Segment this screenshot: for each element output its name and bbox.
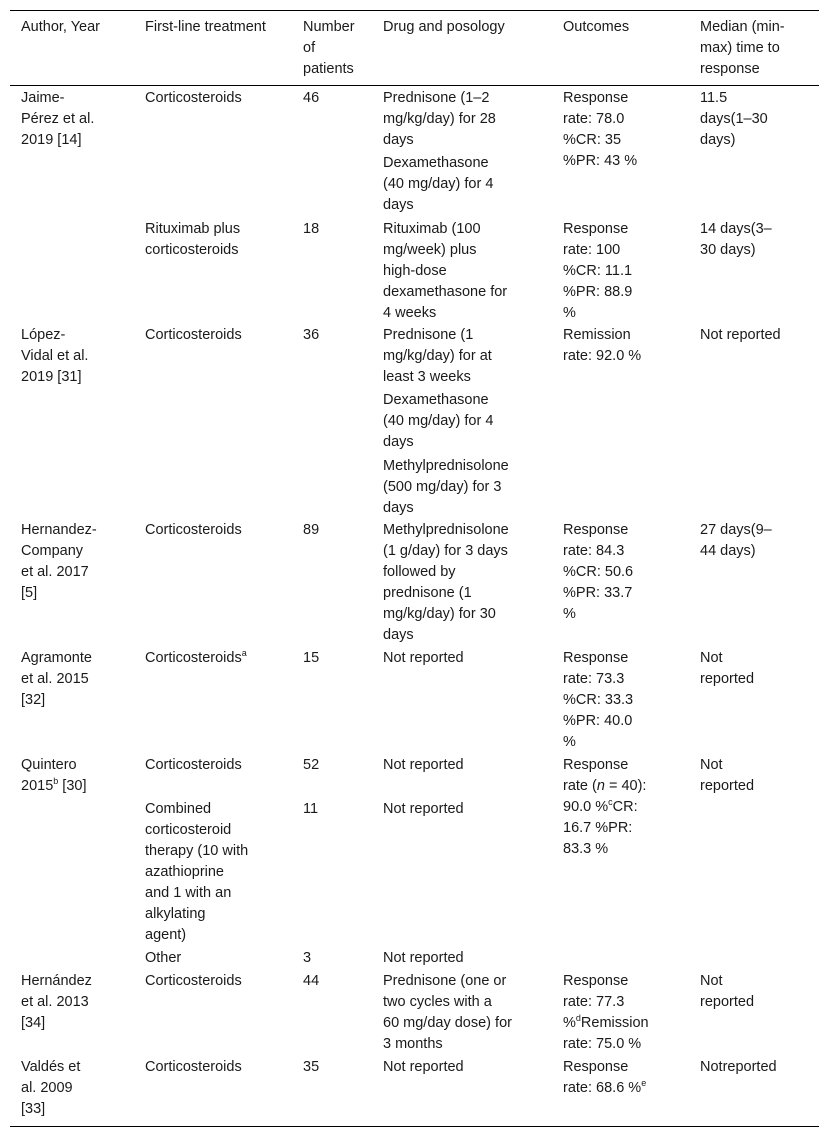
row-drug: Methylprednisolone (1 g/day) for 3 days followed by prednisone (1 mg/kg/day) for 30 days: [383, 522, 509, 643]
table-top-rule: [10, 10, 819, 11]
outcome-n: n: [596, 778, 605, 794]
footnote-marker: b: [53, 776, 59, 787]
row-treatment: Combined corticosteroid therapy (10 with azathioprine and 1 with an alkylating agent): [145, 801, 249, 943]
row-treatment: Rituximab plus corticosteroids: [145, 221, 241, 258]
treatment-text: Corticosteroids: [145, 650, 242, 666]
row-patients: 3: [303, 950, 312, 966]
table-bottom-rule: [10, 1126, 819, 1127]
row-median: 11.5 days(1–30 days): [700, 90, 768, 148]
row-author: Hernández et al. 2013 [34]: [21, 973, 92, 1031]
row-outcome: Response rate: 84.3 %CR: 50.6 %PR: 33.7 %: [563, 522, 634, 622]
row-patients: 89: [303, 522, 320, 538]
row-patients: 18: [303, 221, 320, 237]
row-outcome: Response rate: 73.3 %CR: 33.3 %PR: 40.0 %: [563, 650, 634, 750]
row-outcome: Response rate: 100 %CR: 11.1 %PR: 88.9 %: [563, 221, 633, 321]
footnote-marker: d: [575, 1013, 581, 1024]
row-drug: Dexamethasone (40 mg/day) for 4 days: [383, 392, 494, 450]
row-median: Notreported: [700, 1059, 777, 1075]
row-median: Not reported: [700, 973, 755, 1010]
outcome-text: Remission rate: 75.0 %: [563, 1015, 649, 1052]
row-patients: 15: [303, 650, 320, 666]
row-drug: Not reported: [383, 801, 464, 817]
row-author: Valdés et al. 2009 [33]: [21, 1059, 81, 1117]
row-outcome: Remission rate: 92.0 %: [563, 327, 642, 364]
row-median: Not reported: [700, 757, 755, 794]
row-patients: 46: [303, 90, 320, 106]
row-median: Not reported: [700, 650, 755, 687]
header-median: Median (min- max) time to response: [700, 19, 785, 77]
row-outcome: Response rate: 78.0 %CR: 35 %PR: 43 %: [563, 90, 638, 169]
row-treatment: Corticosteroids: [145, 1059, 242, 1075]
outcome-text: CR: 16.7 %PR: 83.3 %: [563, 799, 638, 857]
author-text: Quintero 2015: [21, 757, 77, 794]
row-drug: Prednisone (1 mg/kg/day) for at least 3 weeks: [383, 327, 492, 385]
row-treatment: Corticosteroids: [145, 522, 242, 538]
row-patients: 35: [303, 1059, 320, 1075]
footnote-marker: a: [241, 648, 247, 659]
row-author: Hernandez- Company et al. 2017 [5]: [21, 522, 97, 601]
row-drug: Rituximab (100 mg/week) plus high-dose dexamethasone for 4 weeks: [383, 221, 508, 321]
outcome-text: Response rate: 77.3 %: [563, 973, 629, 1031]
outcome-text: Response rate (: [563, 757, 629, 794]
row-drug: Dexamethasone (40 mg/day) for 4 days: [383, 155, 494, 213]
row-patients: 11: [303, 801, 319, 817]
header-rule: [10, 85, 819, 86]
row-patients: 44: [303, 973, 320, 989]
row-treatment: Corticosteroids: [145, 90, 242, 106]
outcome-text: Response rate: 68.6 %: [563, 1059, 642, 1096]
row-outcome: [563, 755, 673, 860]
row-author: Agramonte et al. 2015 [32]: [21, 650, 92, 708]
row-author: Jaime- Pérez et al. 2019 [14]: [21, 90, 95, 148]
row-treatment: Corticosteroids: [145, 327, 242, 343]
row-median: 27 days(9– 44 days): [700, 522, 772, 559]
header-drug: Drug and posology: [383, 19, 505, 35]
row-outcome: [563, 1057, 673, 1099]
header-outcomes: Outcomes: [563, 19, 630, 35]
header-treatment: First-line treatment: [145, 19, 266, 35]
row-drug: Not reported: [383, 1059, 464, 1075]
row-drug: Methylprednisolone (500 mg/day) for 3 days: [383, 458, 509, 516]
row-drug: Prednisone (1–2 mg/kg/day) for 28 days: [383, 90, 496, 148]
footnote-marker: e: [641, 1078, 647, 1089]
header-patients: Number of patients: [303, 19, 355, 77]
row-treatment: Corticosteroids: [145, 757, 242, 773]
row-author: [21, 755, 131, 797]
row-patients: 52: [303, 757, 320, 773]
outcome-text: = 40): 90.0 %: [563, 778, 647, 815]
row-treatment: [145, 648, 285, 669]
author-ref: [30]: [58, 778, 87, 794]
row-author: López- Vidal et al. 2019 [31]: [21, 327, 89, 385]
row-drug: Not reported: [383, 650, 464, 666]
row-drug: Not reported: [383, 757, 464, 773]
row-drug: Not reported: [383, 950, 464, 966]
row-treatment: Corticosteroids: [145, 973, 242, 989]
row-outcome: [563, 971, 673, 1055]
row-median: 14 days(3– 30 days): [700, 221, 772, 258]
row-patients: 36: [303, 327, 320, 343]
row-drug: Prednisone (one or two cycles with a 60 mg/day dose) for 3 months: [383, 973, 512, 1052]
row-treatment: Other: [145, 950, 182, 966]
row-median: Not reported: [700, 327, 781, 343]
footnote-marker: c: [608, 797, 613, 808]
header-author: Author, Year: [21, 19, 101, 35]
